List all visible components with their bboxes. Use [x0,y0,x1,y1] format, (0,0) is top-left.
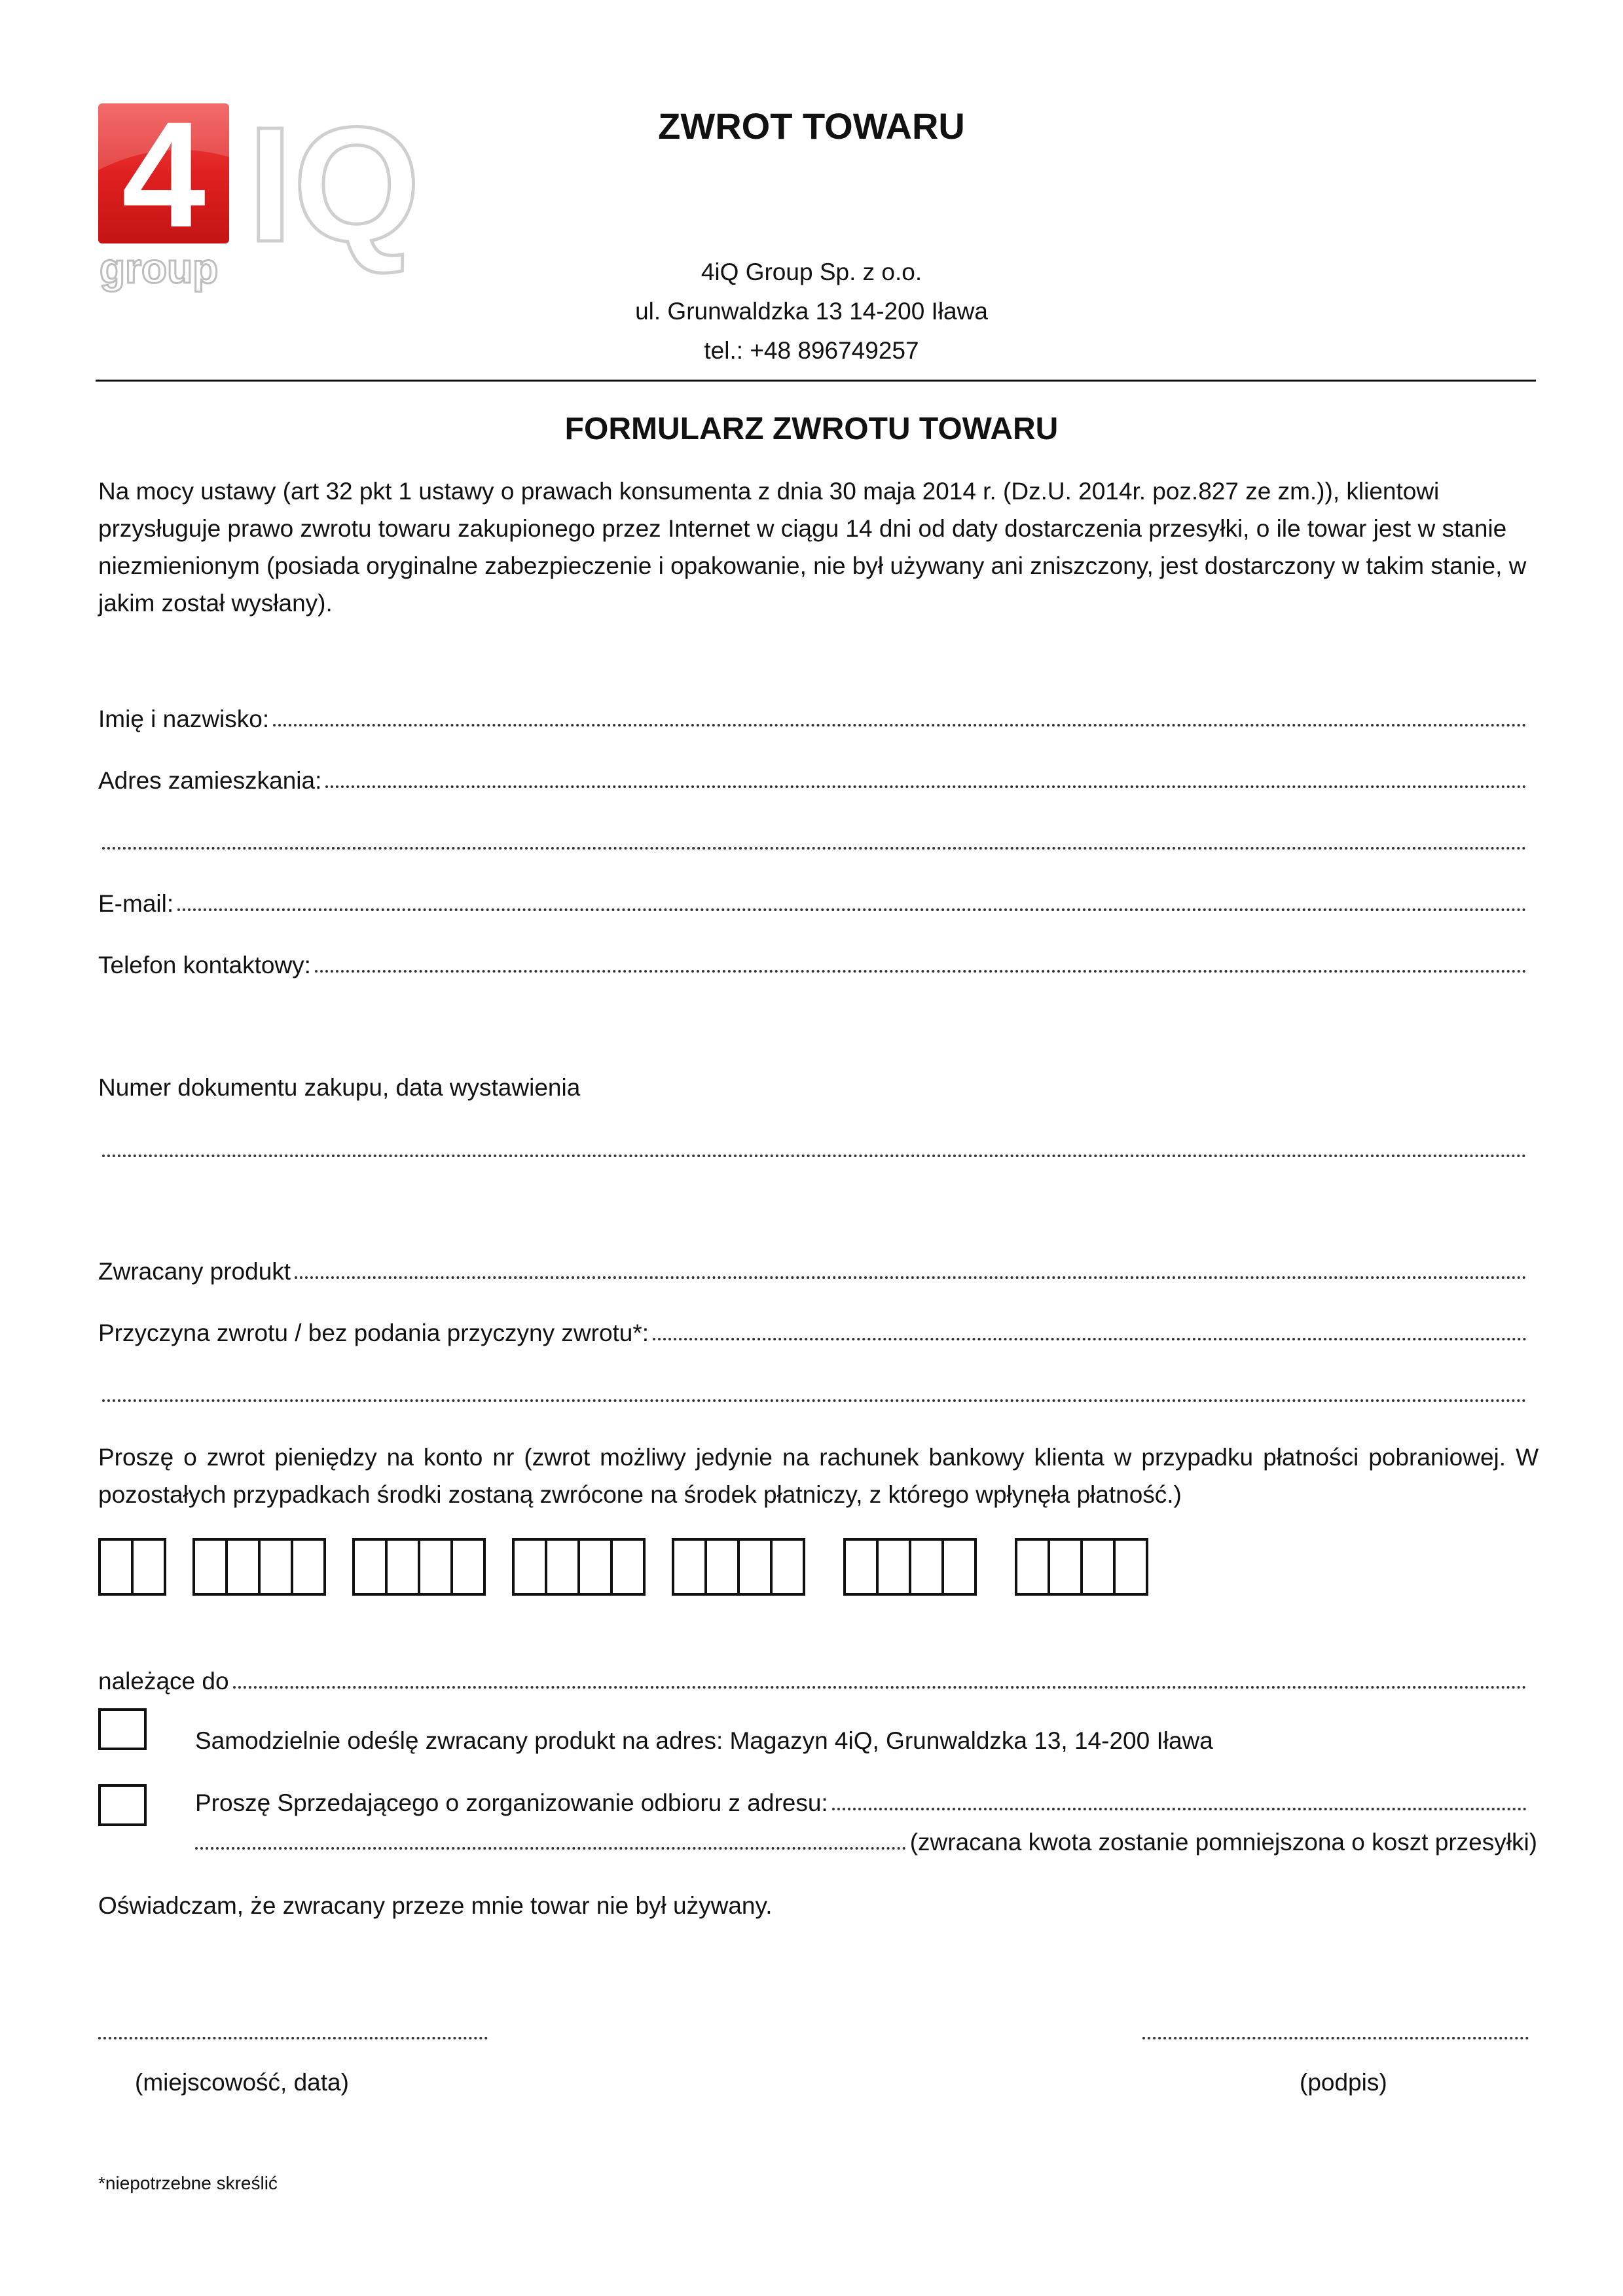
purchase-doc-field[interactable] [98,1134,1527,1164]
account-digit-box[interactable] [610,1538,646,1596]
account-digit-box[interactable] [1113,1538,1148,1596]
pickup-label: Proszę Sprzedającego o zorganizowanie odbioru z adresu: [195,1789,828,1816]
account-digit-box[interactable] [418,1538,453,1596]
pickup-field-2[interactable] [195,1826,1537,1856]
intro-paragraph: Na mocy ustawy (art 32 pkt 1 ustawy o prawach konsumenta z dnia 30 maja 2014 r. (Dz.U. 2014r. poz.827 ze zm.)), klientowi przysługuje prawo zwrotu towaru zakupionego przez Internet w ciągu 14 dni od daty dostarczenia przesyłki, o ile towar jest w stanie niezmienionym (posiada oryginalne zabezpieczenie i opakowanie, nie był używany ani zniszczony, jest dostarczony w takim stanie, w jakim został wysłany). [98,478,1527,617]
footnote: *niepotrzebne skreślić [98,2173,278,2193]
place-date-line[interactable] [98,2037,488,2039]
account-digit-box[interactable] [770,1538,805,1596]
phone-label: Telefon kontaktowy: [98,952,311,978]
pickup-note: (zwracana kwota zostanie pomniejszona o koszt przesyłki) [909,1829,1537,1856]
reason-dotted-line-2[interactable] [102,1399,1527,1402]
account-digit-box[interactable] [192,1538,228,1596]
account-number-boxes[interactable] [98,1538,1175,1601]
signature-line[interactable] [1142,2037,1529,2039]
account-box-group [512,1538,646,1601]
reason-field[interactable] [98,1317,1527,1347]
account-digit-box[interactable] [512,1538,547,1596]
account-digit-box[interactable] [98,1538,134,1596]
company-address: ul. Grunwaldzka 13 14-200 Iława [635,298,988,325]
product-label: Zwracany produkt [98,1258,291,1285]
reason-dotted-line[interactable] [653,1337,1527,1340]
account-box-group [352,1538,486,1601]
address-label: Adres zamieszkania: [98,767,322,794]
refund-paragraph: Proszę o zwrot pieniędzy na konto nr (zwrot możliwy jedynie na rachunek bankowy klienta w przypadku płatności pobraniowej. W pozostałych przypadkach środki zostaną zwrócone na środek płatniczy, z którego wpłynęła płatność.) [98,1444,1539,1508]
reason-label: Przyczyna zwrotu / bez podania przyczyny zwrotu*: [98,1319,649,1346]
account-box-group [1015,1538,1148,1601]
product-field[interactable] [98,1255,1527,1285]
account-digit-box[interactable] [258,1538,293,1596]
account-digit-box[interactable] [545,1538,580,1596]
self-send-label: Samodzielnie odeślę zwracany produkt na adres: Magazyn 4iQ, Grunwaldzka 13, 14-200 Iława [195,1727,1213,1754]
owner-field[interactable] [98,1665,1527,1695]
account-digit-box[interactable] [450,1538,486,1596]
account-digit-box[interactable] [1015,1538,1050,1596]
email-dotted-line[interactable] [177,908,1527,911]
address-dotted-line-2[interactable] [102,846,1527,850]
company-name: 4iQ Group Sp. z o.o. [701,259,922,285]
company-phone: tel.: +48 896749257 [704,337,919,364]
email-field[interactable] [98,888,1527,918]
declaration-text: Oświadczam, że zwracany przeze mnie towar nie był używany. [98,1892,773,1919]
account-digit-box[interactable] [672,1538,707,1596]
account-digit-box[interactable] [1080,1538,1116,1596]
logo-mark: 4 [122,98,206,259]
phone-dotted-line[interactable] [315,969,1527,973]
owner-dotted-line[interactable] [233,1685,1527,1689]
name-label: Imię i nazwisko: [98,706,270,732]
reason-field-2[interactable] [98,1378,1527,1408]
form-title: FORMULARZ ZWROTU TOWARU [564,412,1059,446]
account-digit-box[interactable] [909,1538,944,1596]
address-field-2[interactable] [98,826,1527,856]
owner-label: należące do [98,1668,229,1695]
logo-letters: IQ [247,98,420,276]
pickup-dotted-line-2[interactable] [195,1846,906,1850]
email-label: E-mail: [98,890,174,917]
account-digit-box[interactable] [1048,1538,1083,1596]
purchase-doc-label: Numer dokumentu zakupu, data wystawienia [98,1074,581,1101]
account-box-group [98,1538,166,1601]
account-digit-box[interactable] [577,1538,613,1596]
account-digit-box[interactable] [131,1538,166,1596]
self-send-checkbox[interactable] [98,1708,147,1750]
signature-label: (podpis) [1300,2069,1387,2096]
phone-field[interactable] [98,949,1527,979]
account-digit-box[interactable] [291,1538,326,1596]
account-box-group [192,1538,326,1601]
account-digit-box[interactable] [385,1538,420,1596]
pickup-dotted-line[interactable] [832,1807,1527,1810]
pickup-checkbox[interactable] [98,1784,147,1826]
account-digit-box[interactable] [843,1538,879,1596]
address-field[interactable] [98,764,1527,795]
account-digit-box[interactable] [352,1538,388,1596]
logo-sub: group [100,245,219,292]
account-digit-box[interactable] [225,1538,261,1596]
header-divider [96,380,1536,382]
product-dotted-line[interactable] [295,1276,1527,1279]
address-dotted-line[interactable] [325,785,1527,788]
account-digit-box[interactable] [876,1538,911,1596]
account-box-group [843,1538,977,1601]
pickup-field[interactable] [195,1787,1527,1817]
place-date-label: (miejscowość, data) [135,2069,349,2096]
name-dotted-line[interactable] [273,723,1527,726]
name-field[interactable] [98,703,1527,733]
purchase-doc-dotted-line[interactable] [102,1154,1527,1157]
document-title: ZWROT TOWARU [658,105,965,147]
account-box-group [672,1538,805,1601]
account-digit-box[interactable] [941,1538,977,1596]
account-digit-box[interactable] [704,1538,740,1596]
account-digit-box[interactable] [737,1538,773,1596]
